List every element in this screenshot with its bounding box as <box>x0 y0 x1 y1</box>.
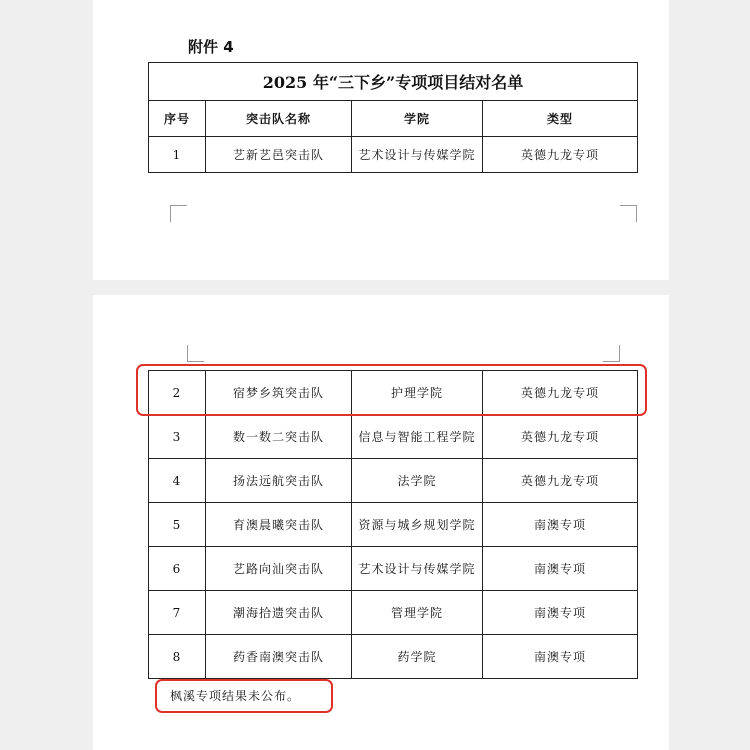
table-header-row <box>149 101 638 137</box>
cell-type: 英德九龙专项 <box>483 459 638 503</box>
cell-team: 艺新艺邑突击队 <box>206 137 352 173</box>
cell-team: 潮海拾遗突击队 <box>206 591 352 635</box>
cell-team: 药香南澳突击队 <box>206 635 352 679</box>
column-header-team: 突击队名称 <box>206 101 352 137</box>
table-row <box>149 635 638 679</box>
cell-index: 7 <box>149 591 206 635</box>
table-row <box>149 503 638 547</box>
table-row <box>149 547 638 591</box>
cell-index: 5 <box>149 503 206 547</box>
cell-college: 管理学院 <box>352 591 483 635</box>
pairing-table-part-2 <box>148 370 638 679</box>
margin-corner-mark <box>187 345 204 362</box>
table-row <box>149 591 638 635</box>
cell-college: 艺术设计与传媒学院 <box>352 137 483 173</box>
cell-type: 英德九龙专项 <box>483 137 638 173</box>
cell-college: 护理学院 <box>352 371 483 415</box>
cell-team: 数一数二突击队 <box>206 415 352 459</box>
table-row <box>149 137 638 173</box>
table-title: 2025 年“三下乡”专项项目结对名单 <box>149 63 638 101</box>
cell-index: 2 <box>149 371 206 415</box>
table-row <box>149 415 638 459</box>
cell-college: 艺术设计与传媒学院 <box>352 547 483 591</box>
cell-type: 英德九龙专项 <box>483 415 638 459</box>
cell-type: 英德九龙专项 <box>483 371 638 415</box>
margin-corner-mark <box>620 205 637 222</box>
cell-index: 4 <box>149 459 206 503</box>
highlight-box-row-2 <box>136 364 647 416</box>
cell-college: 信息与智能工程学院 <box>352 415 483 459</box>
attachment-label: 附件 4 <box>188 38 234 56</box>
page-1 <box>93 0 669 280</box>
column-header-college: 学院 <box>352 101 483 137</box>
column-header-type: 类型 <box>483 101 638 137</box>
column-header-index: 序号 <box>149 101 206 137</box>
margin-corner-mark <box>603 345 620 362</box>
cell-type: 南澳专项 <box>483 635 638 679</box>
table-row <box>149 459 638 503</box>
cell-type: 南澳专项 <box>483 503 638 547</box>
cell-team: 扬法远航突击队 <box>206 459 352 503</box>
cell-type: 南澳专项 <box>483 547 638 591</box>
cell-team: 宿梦乡筑突击队 <box>206 371 352 415</box>
cell-college: 法学院 <box>352 459 483 503</box>
cell-college: 资源与城乡规划学院 <box>352 503 483 547</box>
cell-college: 药学院 <box>352 635 483 679</box>
cell-index: 8 <box>149 635 206 679</box>
highlight-box-footnote <box>155 679 333 713</box>
cell-index: 3 <box>149 415 206 459</box>
cell-index: 6 <box>149 547 206 591</box>
cell-team: 艺路向汕突击队 <box>206 547 352 591</box>
footnote-text: 枫溪专项结果未公布。 <box>170 689 301 703</box>
cell-index: 1 <box>149 137 206 173</box>
cell-team: 育澳晨曦突击队 <box>206 503 352 547</box>
margin-corner-mark <box>170 205 187 222</box>
cell-type: 南澳专项 <box>483 591 638 635</box>
pairing-table-part-1 <box>148 62 638 173</box>
